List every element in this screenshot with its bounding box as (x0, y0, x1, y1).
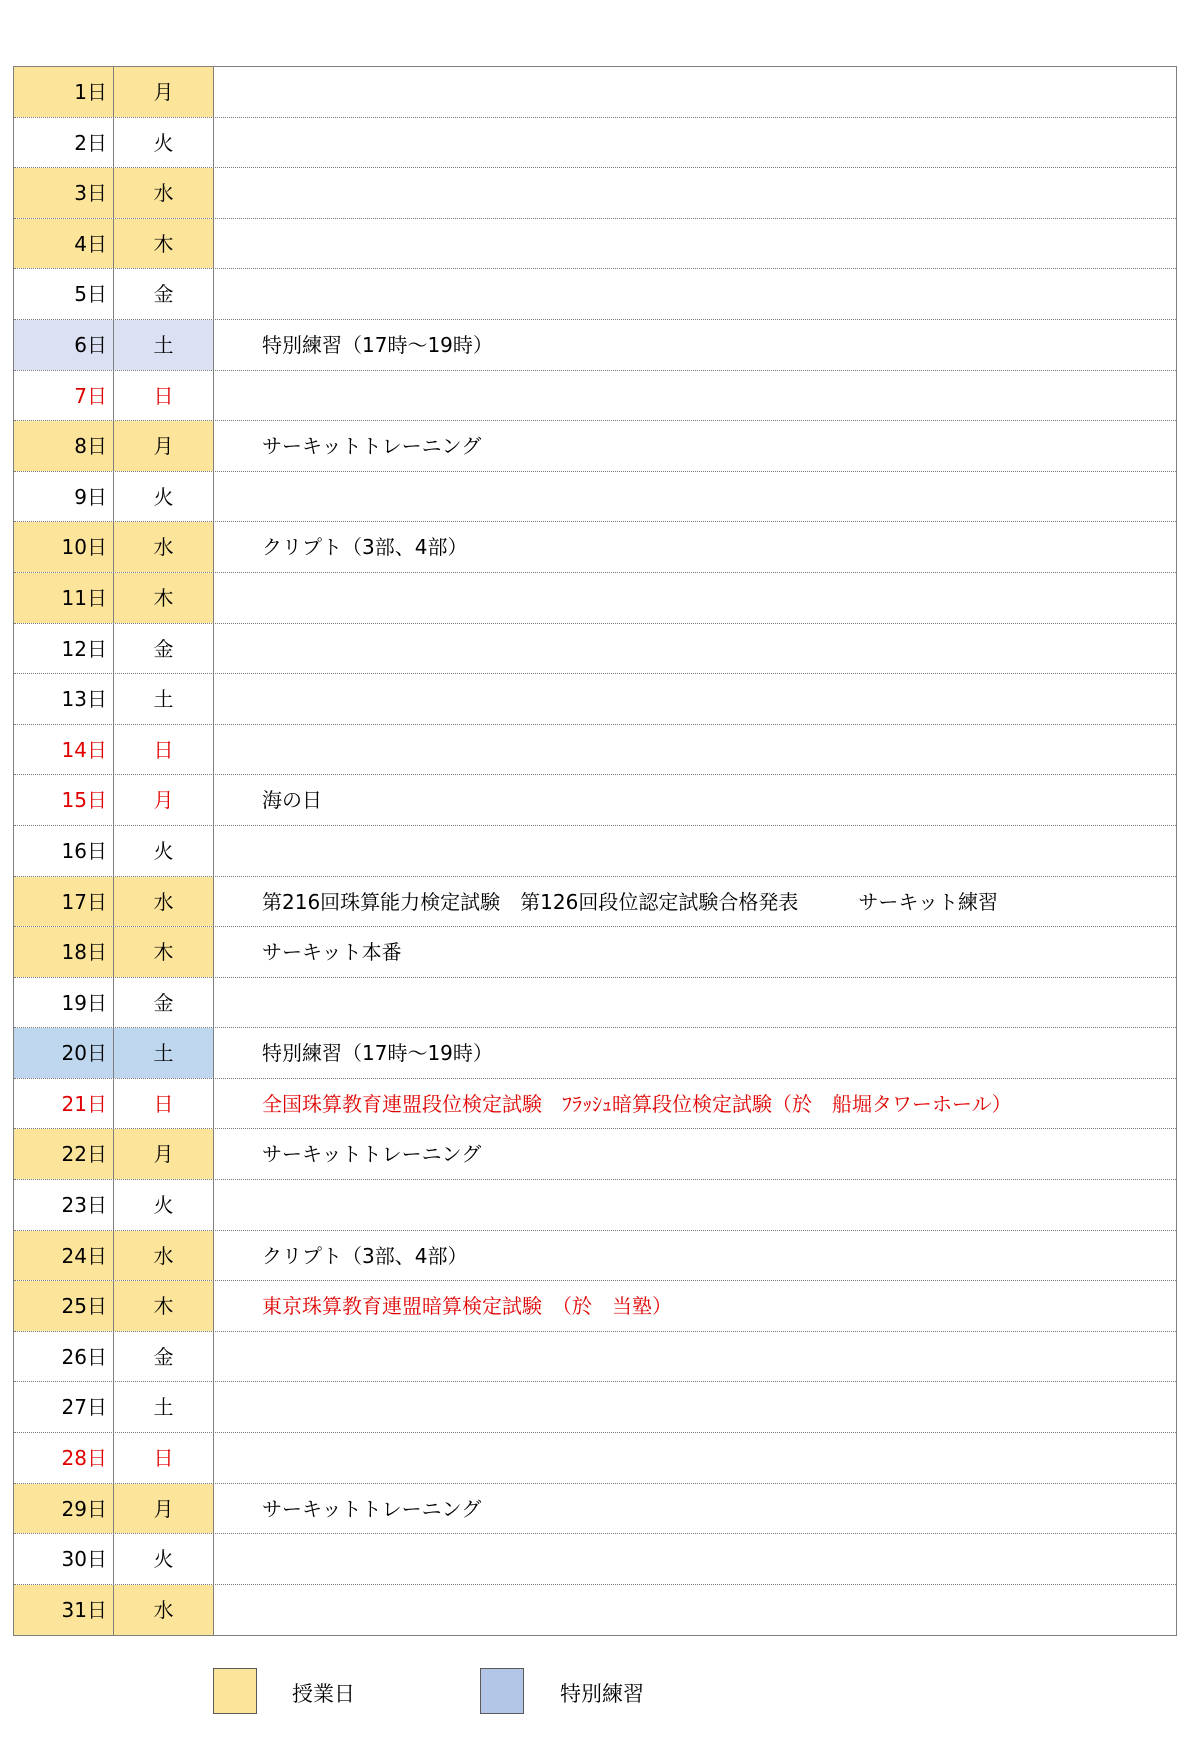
weekday-cell: 日 (114, 1079, 214, 1129)
event-cell (214, 168, 1176, 218)
event-cell: 全国珠算教育連盟段位検定試験 ﾌﾗｯｼｭ暗算段位検定試験（於 船堀タワーホール） (262, 1091, 1012, 1116)
legend-special-swatch (480, 1668, 524, 1714)
event-cell (214, 725, 1176, 775)
event-cell (214, 371, 1176, 421)
event-cell (214, 978, 1176, 1028)
weekday-cell: 火 (114, 118, 214, 168)
weekday-cell: 日 (114, 725, 214, 775)
date-cell: 22日 (14, 1129, 114, 1179)
schedule-row (14, 1433, 1176, 1484)
schedule-row (14, 1382, 1176, 1433)
schedule-row (14, 219, 1176, 270)
schedule-row (14, 877, 1176, 928)
event-cell (214, 826, 1176, 876)
legend-lesson-label: 授業日 (292, 1682, 355, 1706)
date-cell: 6日 (14, 320, 114, 370)
weekday-cell: 土 (114, 1028, 214, 1078)
weekday-cell: 土 (114, 674, 214, 724)
schedule-row (14, 674, 1176, 725)
event-cell (214, 573, 1176, 623)
weekday-cell: 水 (114, 1585, 214, 1636)
event-cell (214, 1585, 1176, 1636)
event-cell: サーキットトレーニング (262, 434, 482, 459)
weekday-cell: 月 (114, 67, 214, 117)
schedule-row (14, 1281, 1176, 1332)
event-cell (214, 624, 1176, 674)
weekday-cell: 金 (114, 1332, 214, 1382)
legend-special-label: 特別練習 (560, 1682, 644, 1706)
schedule-row (14, 725, 1176, 776)
date-cell: 4日 (14, 219, 114, 269)
date-cell: 3日 (14, 168, 114, 218)
date-cell: 27日 (14, 1382, 114, 1432)
schedule-row (14, 826, 1176, 877)
date-cell: 12日 (14, 624, 114, 674)
weekday-cell: 月 (114, 1484, 214, 1534)
weekday-cell: 木 (114, 927, 214, 977)
event-cell (214, 1534, 1176, 1584)
schedule-row (14, 1332, 1176, 1383)
weekday-cell: 金 (114, 269, 214, 319)
date-cell: 26日 (14, 1332, 114, 1382)
weekday-cell: 火 (114, 1180, 214, 1230)
schedule-row (14, 67, 1176, 118)
event-cell: 第216回珠算能力検定試験 第126回段位認定試験合格発表 サーキット練習 (262, 889, 998, 914)
schedule-row (14, 1079, 1176, 1130)
weekday-cell: 火 (114, 1534, 214, 1584)
schedule-row (14, 1231, 1176, 1282)
event-cell (214, 219, 1176, 269)
date-cell: 16日 (14, 826, 114, 876)
date-cell: 25日 (14, 1281, 114, 1331)
schedule-row (14, 269, 1176, 320)
event-cell (214, 1433, 1176, 1483)
schedule-row (14, 1534, 1176, 1585)
schedule-row (14, 522, 1176, 573)
event-cell (214, 1332, 1176, 1382)
weekday-cell: 火 (114, 826, 214, 876)
schedule-row (14, 1484, 1176, 1535)
weekday-cell: 水 (114, 522, 214, 572)
event-cell (214, 472, 1176, 522)
date-cell: 24日 (14, 1231, 114, 1281)
weekday-cell: 水 (114, 168, 214, 218)
event-cell: クリプト（3部、4部） (262, 535, 468, 560)
event-cell (214, 1382, 1176, 1432)
date-cell: 9日 (14, 472, 114, 522)
event-cell: 東京珠算教育連盟暗算検定試験 （於 当塾） (262, 1294, 672, 1319)
date-cell: 29日 (14, 1484, 114, 1534)
schedule-row (14, 927, 1176, 978)
date-cell: 18日 (14, 927, 114, 977)
event-cell (214, 674, 1176, 724)
event-cell (214, 67, 1176, 117)
event-cell: 海の日 (262, 788, 322, 813)
weekday-cell: 日 (114, 1433, 214, 1483)
date-cell: 21日 (14, 1079, 114, 1129)
date-cell: 5日 (14, 269, 114, 319)
weekday-cell: 木 (114, 1281, 214, 1331)
weekday-cell: 月 (114, 1129, 214, 1179)
weekday-cell: 木 (114, 573, 214, 623)
date-cell: 7日 (14, 371, 114, 421)
event-cell: サーキットトレーニング (262, 1496, 482, 1521)
event-cell: クリプト（3部、4部） (262, 1243, 468, 1268)
schedule-row (14, 472, 1176, 523)
legend-lesson-swatch (213, 1668, 257, 1714)
schedule-row (14, 1585, 1176, 1636)
date-cell: 28日 (14, 1433, 114, 1483)
weekday-cell: 火 (114, 472, 214, 522)
weekday-cell: 日 (114, 371, 214, 421)
schedule-row (14, 1028, 1176, 1079)
date-cell: 2日 (14, 118, 114, 168)
date-cell: 20日 (14, 1028, 114, 1078)
weekday-cell: 水 (114, 1231, 214, 1281)
weekday-cell: 金 (114, 624, 214, 674)
weekday-cell: 水 (114, 877, 214, 927)
date-cell: 1日 (14, 67, 114, 117)
schedule-row (14, 371, 1176, 422)
date-cell: 30日 (14, 1534, 114, 1584)
schedule-row (14, 118, 1176, 169)
event-cell: 特別練習（17時～19時） (262, 332, 493, 357)
schedule-row (14, 978, 1176, 1029)
event-cell (214, 118, 1176, 168)
schedule-row (14, 573, 1176, 624)
date-cell: 17日 (14, 877, 114, 927)
schedule-row (14, 624, 1176, 675)
event-cell (214, 1180, 1176, 1230)
event-cell: サーキットトレーニング (262, 1142, 482, 1167)
date-cell: 19日 (14, 978, 114, 1028)
schedule-row (14, 168, 1176, 219)
date-cell: 8日 (14, 421, 114, 471)
date-cell: 23日 (14, 1180, 114, 1230)
schedule-row (14, 421, 1176, 472)
event-cell: 特別練習（17時～19時） (262, 1041, 493, 1066)
date-cell: 11日 (14, 573, 114, 623)
weekday-cell: 土 (114, 1382, 214, 1432)
date-cell: 10日 (14, 522, 114, 572)
weekday-cell: 月 (114, 421, 214, 471)
schedule-row (14, 775, 1176, 826)
event-cell: サーキット本番 (262, 940, 402, 965)
weekday-cell: 月 (114, 775, 214, 825)
event-cell (214, 269, 1176, 319)
weekday-cell: 木 (114, 219, 214, 269)
schedule-row (14, 1180, 1176, 1231)
date-cell: 15日 (14, 775, 114, 825)
weekday-cell: 土 (114, 320, 214, 370)
monthly-schedule-table (13, 66, 1177, 1636)
weekday-cell: 金 (114, 978, 214, 1028)
schedule-row (14, 320, 1176, 371)
date-cell: 14日 (14, 725, 114, 775)
schedule-row (14, 1129, 1176, 1180)
date-cell: 31日 (14, 1585, 114, 1636)
date-cell: 13日 (14, 674, 114, 724)
